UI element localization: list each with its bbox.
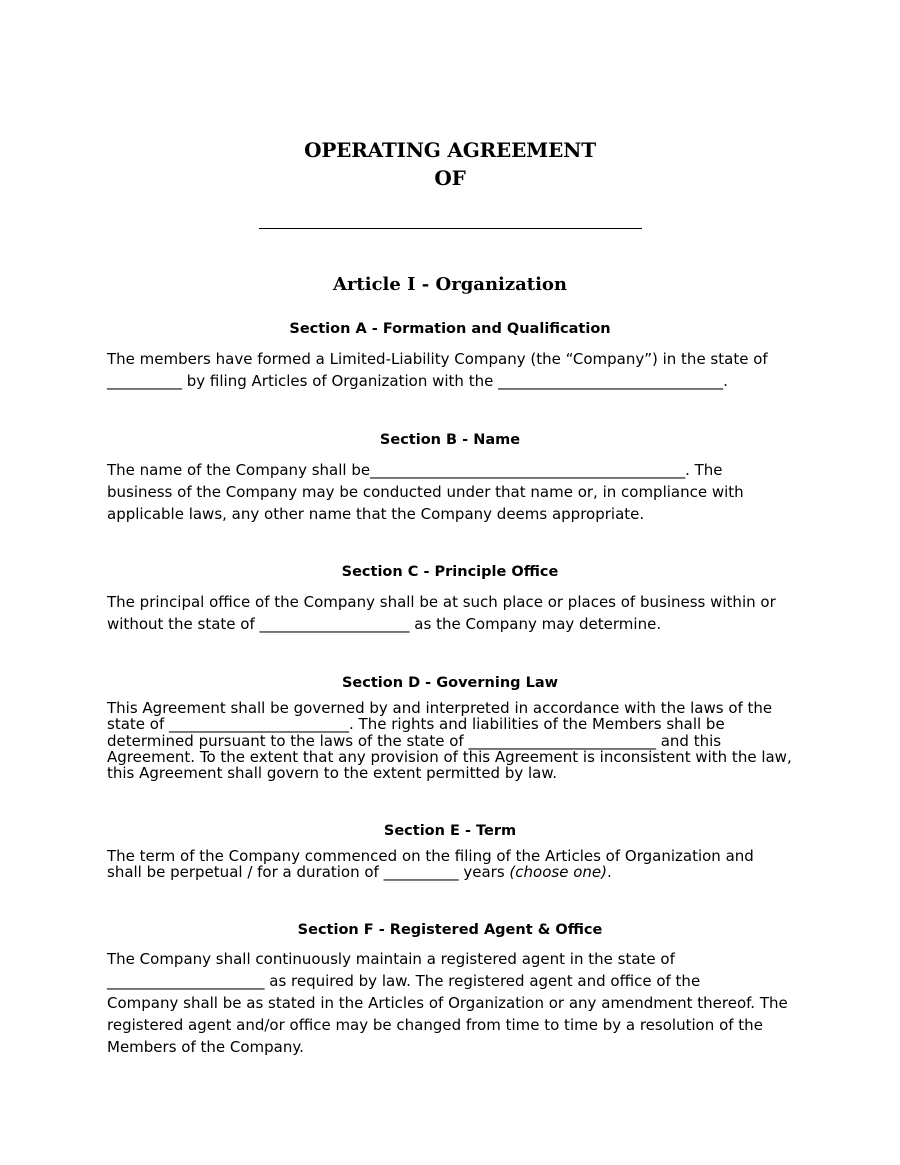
section-f-line: Company shall be as stated in the Articles of Organization or any amendment thereof. The <box>107 994 788 1012</box>
section-e-line <box>107 864 807 880</box>
section-f-body <box>107 948 807 1058</box>
section-e-heading: Section E - Term <box>383 823 517 839</box>
section-f-line: The Company shall continuously maintain a registered agent in the state of <box>107 950 675 968</box>
section-d-body <box>107 700 807 781</box>
section-d-line: determined pursuant to the laws of the state of _________________________ and this <box>107 731 722 750</box>
section-b-body <box>107 459 807 525</box>
section-f-line: registered agent and/or office may be changed from time to time by a resolution of the <box>107 1016 763 1034</box>
section-c-line: without the state of ____________________ as the Company may determine. <box>107 615 662 633</box>
section-c-line: The principal office of the Company shall be at such place or places of business within or <box>107 593 776 611</box>
section-c-heading: Section C - Principle Office <box>341 564 559 580</box>
section-e-line: The term of the Company commenced on the filing of the Articles of Organization and <box>107 847 754 865</box>
section-f-line: _____________________ as required by law. The registered agent and office of the <box>107 972 701 990</box>
section-b-line: applicable laws, any other name that the Company deems appropriate. <box>107 505 645 523</box>
section-b-line: The name of the Company shall be__________________________________________. The <box>107 461 723 479</box>
section-e-body <box>107 848 807 881</box>
section-f-heading: Section F - Registered Agent & Office <box>297 922 603 938</box>
section-b-line: business of the Company may be conducted under that name or, in compliance with <box>107 483 744 501</box>
section-d-heading: Section D - Governing Law <box>341 675 559 691</box>
section-d-line: This Agreement shall be governed by and interpreted in accordance with the laws of the <box>107 699 773 717</box>
section-a-heading: Section A - Formation and Qualification <box>289 321 611 337</box>
section-e-period: . <box>606 863 612 882</box>
article-heading: Article I - Organization <box>332 274 567 295</box>
section-a-line: __________ by filing Articles of Organization with the ______________________________. <box>107 372 728 390</box>
section-f-line: Members of the Company. <box>107 1038 304 1056</box>
section-e-choose-one: (choose one) <box>509 863 607 882</box>
section-a-line: The members have formed a Limited-Liability Company (the “Company”) in the state of <box>107 350 768 368</box>
section-d-line: this Agreement shall govern to the extent permitted by law. <box>107 764 558 783</box>
section-d-line: state of ________________________. The rights and liabilities of the Members shall be <box>107 715 725 734</box>
section-d-line: Agreement. To the extent that any provision of this Agreement is inconsistent with the law, <box>107 747 792 766</box>
document-title: OPERATING AGREEMENT <box>304 138 596 162</box>
section-e-term-text: shall be perpetual / for a duration of __________ years <box>107 863 510 882</box>
section-b-heading: Section B - Name <box>379 432 521 448</box>
section-c-body <box>107 591 807 635</box>
company-name-blank-line <box>259 228 642 229</box>
section-a-body <box>107 348 807 392</box>
document-title-of: OF <box>434 166 466 190</box>
